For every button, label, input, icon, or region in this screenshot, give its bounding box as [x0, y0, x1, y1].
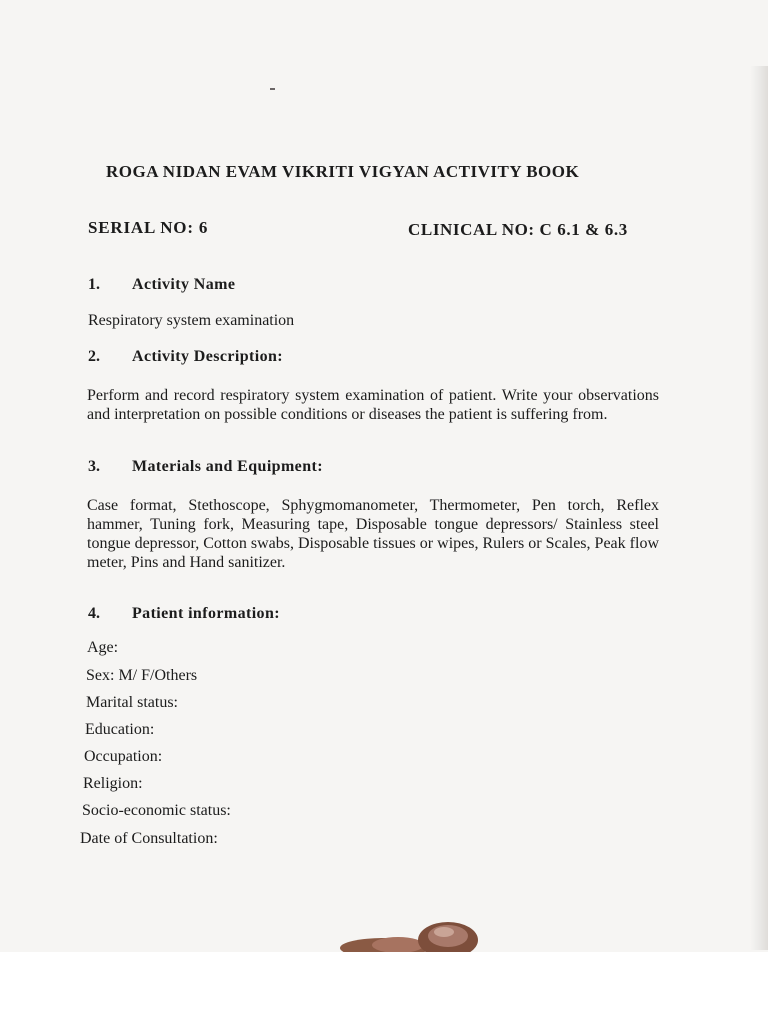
section-1-number: 1.: [88, 276, 100, 293]
section-3-number: 3.: [88, 458, 100, 475]
clinical-number: CLINICAL NO: C 6.1 & 6.3: [408, 220, 628, 239]
activity-description-text: Perform and record respiratory system examination of patient. Write your observations and interpretation on possible conditions or diseases the patient is suffering from.: [87, 387, 659, 423]
field-date-of-consultation: Date of Consultation:: [80, 830, 218, 847]
ink-speck: [270, 88, 275, 90]
section-3-title: Materials and Equipment:: [132, 458, 323, 475]
document-title: ROGA NIDAN EVAM VIKRITI VIGYAN ACTIVITY BOOK: [106, 162, 580, 181]
field-religion: Religion:: [83, 775, 143, 792]
field-socio-economic-status: Socio-economic status:: [82, 802, 231, 819]
section-2-number: 2.: [88, 348, 100, 365]
scan-margin: [0, 952, 768, 1024]
field-education: Education:: [85, 721, 155, 738]
section-4-number: 4.: [88, 605, 100, 622]
field-occupation: Occupation:: [84, 748, 163, 765]
activity-name-value: Respiratory system examination: [88, 312, 295, 329]
section-1-title: Activity Name: [132, 276, 236, 293]
thumb-image: [336, 918, 496, 952]
section-2-title: Activity Description:: [132, 348, 284, 365]
page-fold-shadow: [750, 66, 768, 950]
section-4-title: Patient information:: [132, 605, 280, 622]
field-marital-status: Marital status:: [86, 694, 178, 711]
field-sex: Sex: M/ F/Others: [86, 667, 198, 684]
field-age: Age:: [87, 639, 119, 656]
serial-number: SERIAL NO: 6: [88, 218, 209, 237]
materials-equipment-text: Case format, Stethoscope, Sphygmomanometer, Thermometer, Pen torch, Reflex hammer, Tuning fork, Measuring tape, Disposable tongue depressors/ Stainless steel tongue depressor, Cotton swabs, Disposable tissues or wipes, Rulers or Scales, Peak flow meter, Pins and Hand sanitizer.: [87, 497, 659, 571]
